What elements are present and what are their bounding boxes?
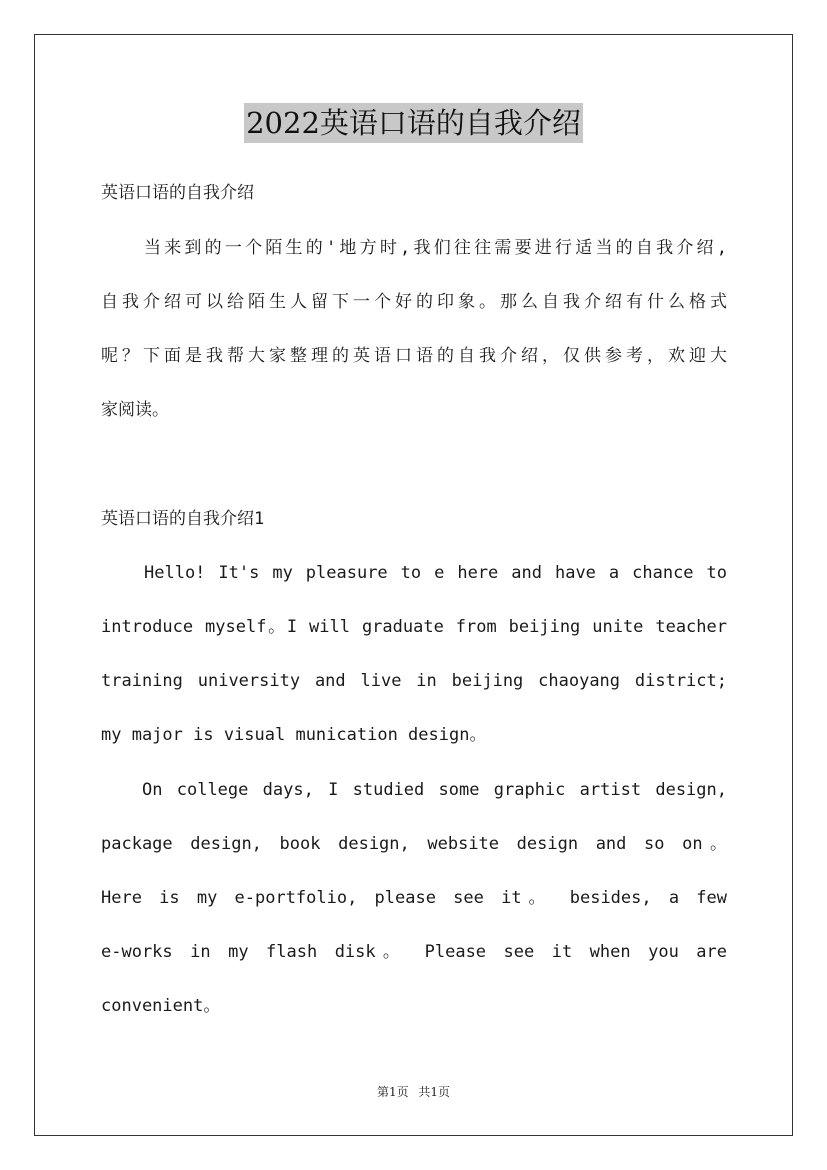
- para1-line-3: training university and live in beijing chaoyang district;: [101, 671, 727, 691]
- title-container: [0, 103, 827, 143]
- para2-line-1: On college days, I studied some graphic artist design,: [142, 780, 727, 800]
- para1-line-1: Hello! It's my pleasure to e here and have a chance to: [144, 563, 727, 583]
- para2-line-5: convenient。: [101, 996, 221, 1016]
- para1-line-4: my major is visual munication design。: [101, 725, 487, 745]
- page-footer: [0, 1084, 827, 1100]
- para2-line-4: e-works in my flash disk。 Please see it when you are: [101, 942, 727, 962]
- intro-line-3: 呢？下面是我帮大家整理的英语口语的自我介绍，仅供参考，欢迎大: [101, 346, 727, 366]
- page-total: 共1页: [418, 1085, 451, 1099]
- intro-line-2: 自我介绍可以给陌生人留下一个好的印象。那么自我介绍有什么格式: [101, 292, 727, 312]
- para1-line-2: introduce myself。I will graduate from beijing unite teacher: [101, 617, 727, 637]
- intro-line-1: 当来到的一个陌生的'地方时,我们往往需要进行适当的自我介绍,: [144, 238, 727, 258]
- document-title: 2022英语口语的自我介绍: [244, 103, 583, 143]
- page-number: 第1页: [376, 1085, 409, 1099]
- para2-line-2: package design, book design, website design and so on。: [101, 834, 727, 854]
- section-heading-1: 英语口语的自我介绍1: [101, 509, 265, 529]
- section-heading-intro: 英语口语的自我介绍: [101, 183, 254, 203]
- intro-line-4: 家阅读。: [101, 400, 169, 420]
- para2-line-3: Here is my e-portfolio, please see it。 besides, a few: [101, 888, 727, 908]
